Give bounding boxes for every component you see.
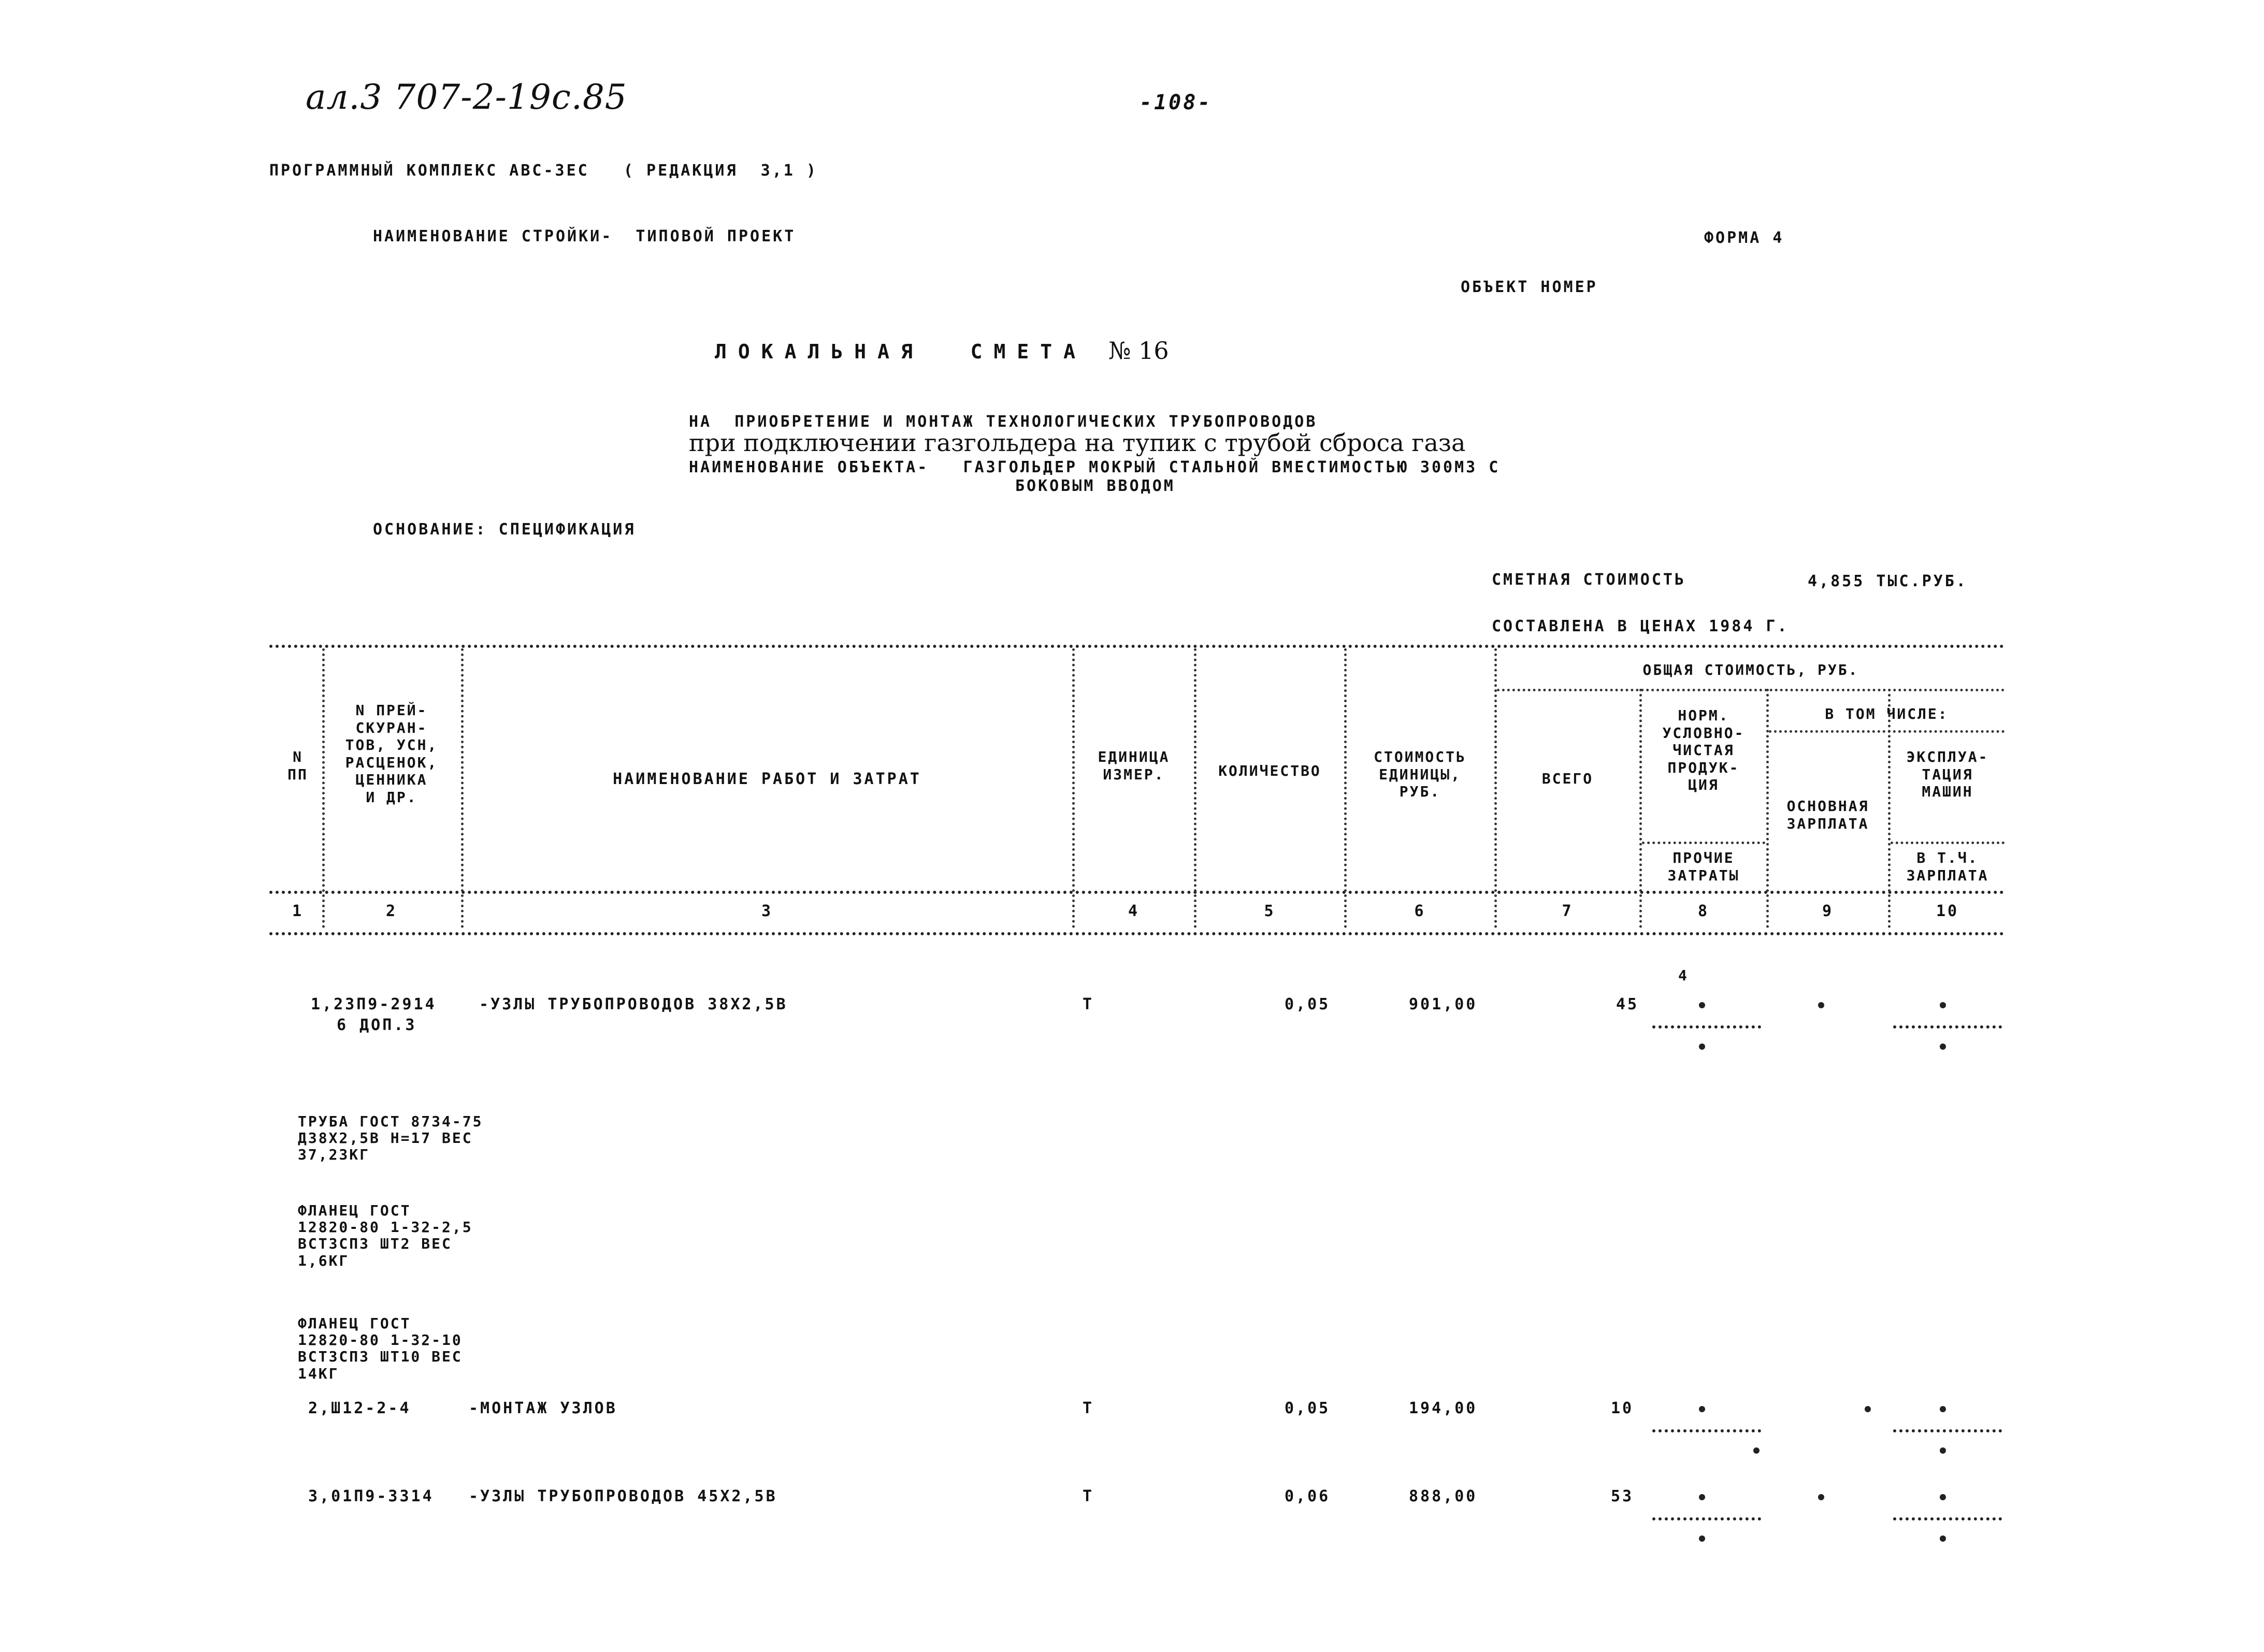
split-dash [1652,1025,1761,1028]
program-line: ПРОГРАММНЫЙ КОМПЛЕКС АВС-3ЕС ( РЕДАКЦИЯ 3,1 ) [269,162,818,180]
column-number: 4 [1128,902,1140,920]
estimate-cost-label: СМЕТНАЯ СТОИМОСТЬ [1492,571,1686,589]
estimate-cost-value: 4,855 ТЫС.РУБ. [1808,572,1968,590]
form-label: ФОРМА 4 [1704,229,1784,247]
column-number: 2 [385,902,398,920]
empty-mark [1753,1447,1760,1454]
row-quantity: 0,05 [1285,1399,1331,1417]
column-divider [1888,689,1891,928]
column-number: 3 [761,902,773,920]
split-dash [1893,1429,2002,1432]
column-number: 7 [1562,902,1574,920]
empty-mark [1699,1494,1705,1500]
header-total: ВСЕГО [1541,770,1594,787]
row-unit-cost: 888,00 [1409,1487,1478,1505]
header-other-costs: ПРОЧИЕ ЗАТРАТЫ [1667,849,1740,884]
title-line-1: НА ПРИОБРЕТЕНИЕ И МОНТАЖ ТЕХНОЛОГИЧЕСКИХ ТРУБОПРОВОДОВ [689,413,1318,431]
empty-mark [1699,1002,1705,1008]
numbers-bottom-rule [269,932,2005,935]
handwritten-reference: ал.3 707-2-19с.85 [306,77,627,117]
empty-mark [1699,1535,1705,1542]
col10-split-rule [1891,842,2005,844]
col8-split-rule [1642,842,1765,844]
empty-mark [1699,1406,1705,1412]
split-dash [1893,1517,2002,1520]
row-unit: Т [1083,1399,1094,1417]
object-number: ОБЪЕКТ НОМЕР [1461,278,1598,296]
header-npp: N ПП [287,748,308,783]
table-top-rule [269,645,2005,648]
title-line-4: БОКОВЫМ ВВОДОМ [1015,477,1175,495]
header-unit: ЕДИНИЦА ИЗМЕР. [1098,748,1170,783]
row-unit: Т [1083,995,1094,1013]
header-including: В ТОМ ЧИСЛЕ: [1825,705,1949,722]
column-number: 1 [292,902,304,920]
row-quantity: 0,05 [1285,995,1331,1013]
material-flange-2: ФЛАНЕЦ ГОСТ 12820-80 1-32-10 ВСТ3СП3 ШТ10 ВЕС 14КГ [298,1315,463,1382]
empty-mark [1940,1447,1946,1454]
row-name: -МОНТАЖ УЗЛОВ [469,1399,617,1417]
material-flange-1: ФЛАНЕЦ ГОСТ 12820-80 1-32-2,5 ВСТ3СП3 ШТ2 ВЕС 1,6КГ [298,1202,473,1269]
header-machines: ЭКСПЛУА- ТАЦИЯ МАШИН [1906,748,1989,801]
header-net-product: НОРМ. УСЛОВНО- ЧИСТАЯ ПРОДУК- ЦИЯ [1662,707,1745,794]
incl-rule [1769,730,2005,733]
row-note: 4 [1678,967,1689,984]
empty-mark [1940,1494,1946,1500]
row-unit-cost: 901,00 [1409,995,1478,1013]
column-number: 6 [1414,902,1426,920]
total-group-rule [1497,689,2005,691]
empty-mark [1699,1044,1705,1050]
row-unit-cost: 194,00 [1409,1399,1478,1417]
row-code: 1,23П9-2914 [311,995,437,1013]
row-unit: Т [1083,1487,1094,1505]
row-subnote: 6 ДОП.3 [337,1016,417,1034]
empty-mark [1940,1044,1946,1050]
title-line-2: при подключении газгольдера на тупик с трубой сброса газа [689,429,1466,457]
basis-line: ОСНОВАНИЕ: СПЕЦИФИКАЦИЯ [373,520,636,539]
column-number: 8 [1697,902,1710,920]
row-total: 45 [1616,995,1639,1013]
split-dash [1893,1025,2002,1028]
header-machine-salary: В Т.Ч. ЗАРПЛАТА [1906,849,1989,884]
header-bottom-rule [269,891,2005,894]
empty-mark [1818,1002,1824,1008]
split-dash [1652,1517,1761,1520]
prices-year: СОСТАВЛЕНА В ЦЕНАХ 1984 Г. [1492,617,1789,635]
header-unit-cost: СТОИМОСТЬ ЕДИНИЦЫ, РУБ. [1374,748,1466,801]
header-base-salary: ОСНОВНАЯ ЗАРПЛАТА [1786,798,1869,832]
header-total-group: ОБЩАЯ СТОИМОСТЬ, РУБ. [1642,661,1859,678]
title-line-3: НАИМЕНОВАНИЕ ОБЪЕКТА- ГАЗГОЛЬДЕР МОКРЫЙ СТАЛЬНОЙ ВМЕСТИМОСТЬЮ 300М3 С [689,458,1501,476]
row-code: 2,Ш12-2-4 [308,1399,411,1417]
row-total: 10 [1611,1399,1634,1417]
header-price-list: N ПРЕЙ- СКУРАН- ТОВ, УСН, РАСЦЕНОК, ЦЕННИКА И ДР. [345,702,438,806]
column-number: 5 [1264,902,1276,920]
column-divider [1194,648,1196,928]
construction-line: НАИМЕНОВАНИЕ СТРОЙКИ- ТИПОВОЙ ПРОЕКТ [373,227,796,245]
material-pipe: ТРУБА ГОСТ 8734-75 Д38Х2,5В Н=17 ВЕС 37,23КГ [298,1113,483,1164]
row-name: -УЗЛЫ ТРУБОПРОВОДОВ 38Х2,5В [479,995,788,1013]
column-number: 10 [1936,902,1959,920]
header-quantity: КОЛИЧЕСТВО [1218,762,1321,779]
estimate-number: № 16 [1108,337,1169,365]
row-quantity: 0,06 [1285,1487,1331,1505]
page-number: -108- [1140,91,1213,114]
empty-mark [1865,1406,1871,1412]
row-code: 3,01П9-3314 [308,1487,434,1505]
empty-mark [1940,1002,1946,1008]
column-number: 9 [1822,902,1834,920]
empty-mark [1940,1406,1946,1412]
row-name: -УЗЛЫ ТРУБОПРОВОДОВ 45Х2,5В [469,1487,777,1505]
estimate-title: ЛОКАЛЬНАЯ СМЕТА [715,340,1087,363]
column-divider [461,648,464,928]
empty-mark [1940,1535,1946,1542]
split-dash [1652,1429,1761,1432]
header-work-name: НАИМЕНОВАНИЕ РАБОТ И ЗАТРАТ [613,770,921,788]
row-total: 53 [1611,1487,1634,1505]
column-divider [1072,648,1075,928]
empty-mark [1818,1494,1824,1500]
